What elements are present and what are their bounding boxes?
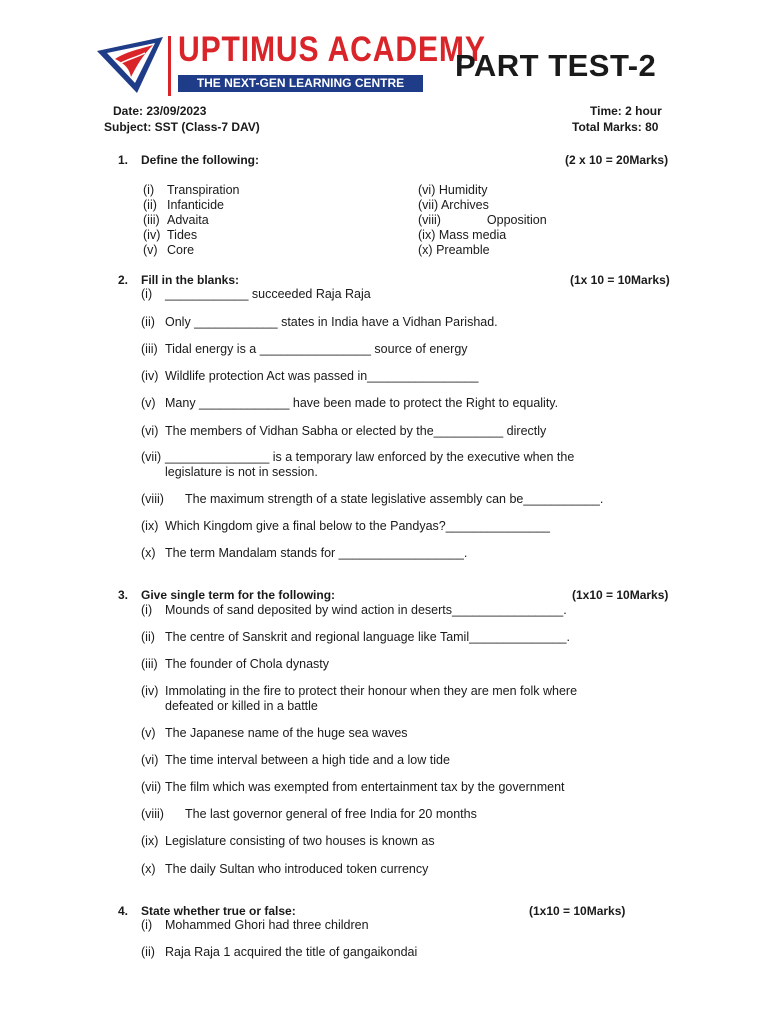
academy-logo-icon [97,37,165,95]
list-item [141,834,435,848]
list-item [141,684,577,698]
item-label: (iii) [143,213,160,227]
list-item [418,198,489,212]
section-number: 4. [118,904,129,918]
item-label: (ix) [418,228,436,242]
item-text: The term Mandalam stands for __________________. [165,546,468,560]
item-label: (ii) [141,945,155,959]
item-label: (x) [141,546,156,560]
list-item [418,243,490,257]
section-title: Define the following: [141,153,259,167]
list-item [141,753,450,767]
section-marks: (1x10 = 10Marks) [529,904,626,918]
item-label: (iv) [141,369,159,383]
list-item [141,726,408,740]
item-label: (iii) [141,342,158,356]
section-title: Fill in the blanks: [141,273,240,287]
list-item [141,287,371,301]
brand-divider [168,36,171,96]
list-item [141,424,546,438]
list-item [141,492,603,506]
item-label: (vi) [418,183,436,197]
item-text: _______________ is a temporary law enforced by the executive when the [165,450,575,464]
list-item [141,918,369,932]
item-label: (vi) [141,424,159,438]
item-text: Tidal energy is a ________________ source of energy [165,342,468,356]
item-text: Legislature consisting of two houses is known as [165,834,435,848]
item-text: Advaita [167,213,209,227]
item-label: (v) [143,243,158,257]
item-text: Archives [440,198,489,212]
exam-time: Time: 2 hour [590,104,662,118]
item-label: (viii) [418,213,441,227]
list-item [141,630,570,644]
list-item [143,213,209,227]
brand-tagline: THE NEXT-GEN LEARNING CENTRE [178,75,423,92]
exam-date: Date: 23/09/2023 [113,104,207,118]
list-item [141,342,468,356]
list-item [143,183,240,197]
item-text: Mounds of sand deposited by wind action in deserts________________. [165,603,567,617]
item-label: (i) [143,183,155,197]
item-text: Mass media [438,228,507,242]
item-text: Opposition [486,213,547,227]
item-label: (iii) [141,657,158,671]
section-title: State whether true or false: [141,904,296,918]
brand-name: UPTIMUS ACADEMY [178,30,486,69]
item-label: (ii) [141,630,155,644]
item-text: Infanticide [167,198,224,212]
item-label: (vii) [141,780,162,794]
list-item [141,657,329,671]
item-label: (v) [141,396,156,410]
item-text: Preamble [436,243,490,257]
list-item [141,315,498,329]
item-label: (viii) [141,492,164,506]
item-text: Which Kingdom give a final below to the Pandyas?_______________ [165,519,550,533]
item-label: (viii) [141,807,164,821]
item-text: The last governor general of free India for 20 months [185,807,477,821]
item-text: The maximum strength of a state legislative assembly can be___________. [185,492,604,506]
list-item [143,198,224,212]
item-text: The centre of Sanskrit and regional language like Tamil______________. [165,630,570,644]
item-label: (ix) [141,519,159,533]
item-text: Humidity [438,183,488,197]
item-label: (v) [141,726,156,740]
list-item [141,945,417,959]
test-title: PART TEST-2 [455,48,657,83]
list-item [143,243,194,257]
item-text: ____________ succeeded Raja Raja [165,287,371,301]
exam-total-marks: Total Marks: 80 [572,120,659,134]
section-title: Give single term for the following: [141,588,336,602]
item-label: (x) [418,243,433,257]
item-label: (i) [141,287,153,301]
list-item [418,183,487,197]
list-item [141,862,428,876]
list-item-continuation: legislature is not in session. [165,465,318,479]
item-label: (vii) [141,450,162,464]
section-number: 2. [118,273,129,287]
item-label: (ix) [141,834,159,848]
list-item [141,519,550,533]
item-label: (i) [141,918,153,932]
item-text: The time interval between a high tide and a low tide [165,753,450,767]
list-item [141,780,565,794]
item-label: (x) [141,862,156,876]
item-text: Immolating in the fire to protect their honour when they are men folk where [165,684,578,698]
item-text: Mohammed Ghori had three children [165,918,369,932]
item-label: (vii) [418,198,439,212]
section-number: 1. [118,153,129,167]
section-marks: (1x10 = 10Marks) [572,588,669,602]
section-number: 3. [118,588,129,602]
item-text: The founder of Chola dynasty [165,657,329,671]
item-label: (i) [141,603,153,617]
section-marks: (1x 10 = 10Marks) [570,273,670,287]
exam-subject: Subject: SST (Class-7 DAV) [104,120,260,134]
item-text: Core [167,243,195,257]
section-marks: (2 x 10 = 20Marks) [565,153,669,167]
item-text: Only ____________ states in India have a Vidhan Parishad. [165,315,498,329]
list-item [418,213,547,227]
item-text: Tides [167,228,198,242]
item-label: (ii) [141,315,155,329]
item-text: Wildlife protection Act was passed in________________ [165,369,479,383]
item-text: Raja Raja 1 acquired the title of gangaikondai [165,945,418,959]
item-text: Many _____________ have been made to protect the Right to equality. [165,396,559,410]
list-item [141,450,574,464]
list-item-continuation: defeated or killed in a battle [165,699,318,713]
item-text: The Japanese name of the huge sea waves [165,726,408,740]
list-item [141,807,477,821]
list-item [141,546,467,560]
item-text: The daily Sultan who introduced token currency [165,862,429,876]
item-text: The film which was exempted from entertainment tax by the government [165,780,565,794]
item-label: (ii) [143,198,157,212]
list-item [141,396,558,410]
list-item [141,603,567,617]
item-label: (vi) [141,753,159,767]
item-text: Transpiration [167,183,240,197]
list-item [143,228,197,242]
item-label: (iv) [143,228,161,242]
item-label: (iv) [141,684,159,698]
item-text: The members of Vidhan Sabha or elected by the__________ directly [165,424,547,438]
list-item [418,228,506,242]
list-item [141,369,478,383]
